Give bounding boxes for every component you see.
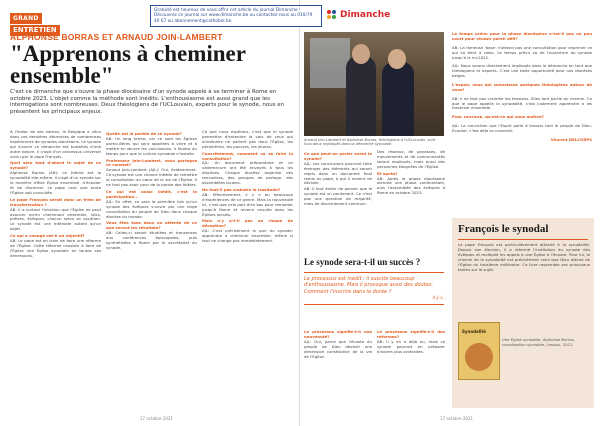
book-cover-title: Synodalité — [462, 329, 487, 334]
question: Quel sera tout d'abord le sujet de ce synode? — [10, 160, 101, 171]
pull-quote-signature: A.J.-L. — [432, 294, 444, 300]
paragraph: AB: Le pape est en train de faire une réforme de l'Église. Cette réforme consiste à faire de l'Église une Église synodale en toutes ses dimensions. — [10, 238, 101, 258]
logo-mark-icon — [327, 10, 337, 20]
question: Vous êtes tous deux en attente de ce que seront les résultats? — [106, 220, 197, 231]
paragraph: AB: Il a surtout l'intuition que l'Église ne peut avancer qu'en cheminant ensemble, laïcs, prêtres, évêques, chacun selon sa vocation. Le synode est une méthode autant qu'un objet. — [10, 206, 101, 232]
paragraph: AB: Il ne faut pas craindre les tensions. Elles font partie du chemin. Ce que le pape appelle la synodalité, c'est justement apprendre à les traverser ensemble. — [452, 95, 592, 111]
photo-person-right — [382, 62, 414, 136]
interview-photo — [304, 32, 444, 136]
folio-right: 17 octobre 2021 — [440, 416, 474, 421]
question: Ce qui est aussi inédit, c'est la participation... — [106, 188, 197, 199]
paragraph: AB: La fameuse 'base' n'attend pas une consultation pour exprimer ce qui lui tient à cœur. Le temps prévu va de l'ouverture du synode jusqu'à la mi-2022. — [452, 44, 592, 60]
paragraph: AJL: Un document préparatoire et un vademecum ont été envoyés à tous les diocèses. Chaque diocèse organise des rencontres, des groupes de partage, des assemblées locales. — [202, 160, 293, 186]
photo-head-right — [388, 49, 406, 69]
article-lede: C'est ce dimanche que s'ouvre la phase diocésaine d'un synode appelé à se terminer à Rome en octobre 2023. L'objet comme la méthode sont inédits. L'enthousiasme est aussi grand que les interrogations sont nombreuses. Deux théologiens de l'UCLouvain, experts pour le synode, nous en présentent les principaux enjeux. — [10, 89, 285, 115]
promo-box: Gratuité est heureux de vous offrir cet article du journal Dimanche ! Découvrez ce journal sur www.dimanche.be ou contactez-nous au 010/79 40 67 ou abonnement@cathobel.be — [150, 5, 322, 27]
paragraph: AB: Il faut éviter de penser que le synode est un parlement. Ce n'est pas une question de majorité, mais de discernement commun. — [304, 186, 372, 207]
photo-caption: Arnaud Join-Lambert et Alphonse Borras, théologiens à l'UCLouvain, sont tous deux impliqués dans la démarche synodale. — [304, 138, 436, 147]
question: L'espoir, vous qui connaissez quelques théologiens autour de vous? — [452, 81, 592, 92]
pull-quote — [304, 272, 444, 305]
badge-line-2: ENTRETIEN — [10, 25, 60, 36]
photo-person-left — [346, 56, 376, 136]
paragraph: Des réseaux, de paroisses, de mouvements et de communautés seront impliqués, mais aussi des personnes éloignées de l'Église. — [377, 149, 445, 169]
photo-window — [310, 38, 350, 88]
paragraph: AJL: Nous serons directement impliqués dans la démarche en tant que théologiens et experts. C'est une belle opportunité pour nos diocèses belges. — [452, 63, 592, 79]
paragraph: AB: Il y en a déjà eu, mais ce synode pourrait en préparer d'autres plus profondes. — [377, 338, 445, 354]
question: Le processus signifie-t-il une nouveauté? — [304, 329, 372, 339]
book-cover-image — [458, 322, 500, 380]
folio-left: 17 octobre 2021 — [140, 416, 174, 421]
question: Ne faut-il pas craindre la lassitude? — [202, 186, 281, 192]
logo-wordmark: Dimanche — [340, 10, 391, 20]
subheading-synode: Le synode sera-t-il un succès ? — [304, 257, 421, 267]
article-column-1 — [10, 130, 101, 260]
paragraph: AJL: C'est précisément le pari du synode: apprendre à cheminer ensemble, même si tout ne change pas immédiatement. — [202, 228, 293, 244]
dimanche-logo — [327, 8, 391, 24]
question: Concrètement, comment va se faire la consultation? — [202, 150, 293, 161]
sidebar-box-rule — [458, 239, 588, 240]
book-caption: Une Église synodale, Alphonse Borras, coordination synodale, Lessius, 2021. — [502, 337, 575, 347]
question: Et après? — [377, 170, 398, 176]
paragraph: À l'instar de ses voisins, la Belgique a vécu dans ces dernières décennies de nombreuses expériences de synodes diocésains. Le synode qui s'ouvre ce dimanche est toutefois d'une autre nature. Il s'agit d'un processus universel voulu par le pape François. — [10, 129, 101, 159]
photo-head-left — [352, 44, 370, 64]
badge-line-1: GRAND — [10, 13, 42, 24]
signature: Vincent DELCORPS — [550, 136, 592, 142]
question: Mais n'y a-t-il pas un risque de déception? — [202, 218, 293, 229]
article-column-6 — [304, 328, 372, 360]
paragraph: AJL: La conviction que l'Esprit parle à travers tout le peuple de Dieu. Écouter, c'est déjà se convertir. — [452, 123, 592, 133]
question: Ce qui a changé est-il un objectif? — [10, 233, 85, 239]
question: Quelle est la portée de ce synode? — [106, 131, 182, 136]
question: Ce que peut-on parler avant le synode? — [304, 151, 372, 161]
question: Le processus signifie-t-il des réformes? — [377, 329, 445, 339]
right-column — [452, 30, 592, 143]
paragraph: AJL: Oui, parce que l'écoute du peuple de Dieu devient une dimension constitutive de la vie de l'Église. — [304, 338, 372, 359]
paragraph: Ce que nous espérons, c'est que le synode permettra d'entendre la voix de ceux qui d'ordinaire ne parlent pas dans l'Église, les périphéries, les pauvres, les jeunes. — [202, 129, 293, 149]
article-column-5 — [377, 150, 445, 197]
article-column-4 — [304, 150, 372, 208]
question: Le temps prévu pour la phase diocésaine n'est-il pas un peu court pour réussir pareil défi? — [452, 31, 592, 41]
question: Professeur Join-Lambert, vous partagez ce constat? — [106, 157, 197, 168]
article-column-2 — [106, 130, 197, 252]
pull-quote-text: Le processus est inédit : il suscite beaucoup d'enthousiasme. Mais il provoque aussi des doutes. Comment l'inscrire dans la durée ? — [304, 276, 434, 295]
paragraph: AB: Celles-ci seront étudiées et transmises aux conférences épiscopales, puis synthétisées à Rome par le secrétariat du synode. — [106, 230, 197, 250]
question: Le pape François serait donc un frein de transformation ? — [10, 196, 101, 207]
article-column-3 — [202, 130, 293, 245]
paragraph: AJL: Les conclusions pourront faire émerger des éléments qui seront repris dans un document final remis au pape, à qui il revient de décider. — [304, 160, 372, 186]
article-column-7 — [377, 328, 445, 356]
paragraph: AB: Après la phase diocésaine viendra une phase continentale, puis l'assemblée des évêques à Rome en octobre 2023. — [377, 175, 445, 196]
paragraph: AJL: En effet, ce sera la première fois qu'un synode des évêques s'ouvre par une large consultation du peuple de Dieu dans chaque diocèse du monde. — [106, 198, 197, 219]
paragraph: Alphonse Borras (AB): Le thème est la synodalité elle-même. Il s'agit d'un synode sur la manière d'être Église ensemble, d'écouter et de discerner. Le pape veut que toute l'Église soit consultée. — [10, 170, 101, 195]
sidebar-box-text: Le pape François est particulièrement attaché à la synodalité. Depuis son élection, il a réformé l'institution du synode des évêques et multiplié les appels à une Église à l'écoute. Pour lui, le chemin de la synodalité est précisément celui que Dieu attend de l'Église du troisième millénaire. Ce livre rassemble ses principaux textes sur le sujet. — [458, 242, 590, 272]
paragraph: AB: Un long terme, car ce sont les Églises particulières qui sont appelées à vivre et à mettre en œuvre les conclusions. Il faudra du temps pour que la culture synodale s'installe. — [106, 135, 197, 156]
article-authors: ALPHONSE BORRAS ET ARNAUD JOIN-LAMBERT — [10, 32, 223, 42]
question: Pour conclure, qu'est-ce qui vous motive? — [452, 114, 544, 120]
paragraph: AB: Effectivement, il y a eu beaucoup d'expériences de ce genre. Mais la nouveauté ici, c'est que cela part d'en bas pour remonter jusqu'à Rome et revenir ensuite dans les Églises locales. — [202, 191, 293, 217]
sidebar-box-title: François le synodal — [458, 223, 549, 235]
article-title: "Apprenons à cheminer ensemble" — [10, 41, 246, 88]
paragraph: Arnaud Join-Lambert (AJL): Oui, évidemment. Ce synode est une chance inédite de remettre la consultation au cœur de la vie de l'Église. Il ne faut pas avoir peur de la parole des fidèles. — [106, 167, 197, 188]
book-cover-art — [465, 343, 493, 371]
